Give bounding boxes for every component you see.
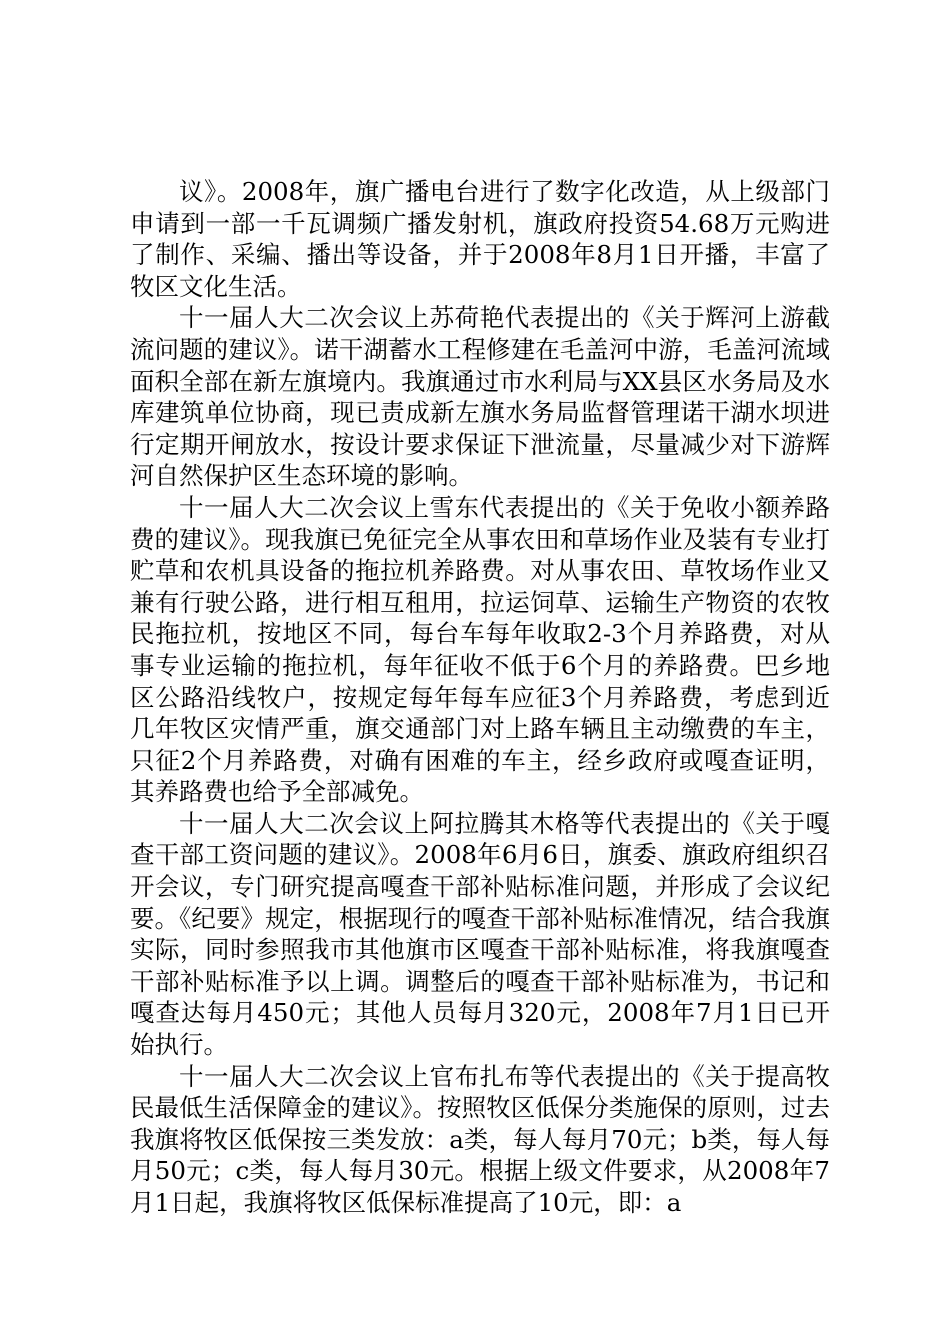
paragraph-broadcast: 议》。2008年，旗广播电台进行了数字化改造，从上级部门申请到一部一千瓦调频广播发射机，旗政府投资54.68万元购进了制作、采编、播出等设备，并于2008年8月1日开播，丰富了牧区文化生活。: [130, 177, 830, 301]
paragraph-huihe-river: 十一届人大二次会议上苏荷艳代表提出的《关于辉河上游截流问题的建议》。诺干湖蓄水工程修建在毛盖河中游，毛盖河流域面积全部在新左旗境内。我旗通过市水利局与XX县区水务局及水库建筑单位协商，现已责成新左旗水务局监督管理诺干湖水坝进行定期开闸放水，按设计要求保证下泄流量，尽量减少对下游辉河自然保护区生态环境的影响。: [130, 303, 830, 491]
document-page: [130, 176, 830, 1219]
paragraph-minimum-living-allowance: 十一届人大二次会议上官布扎布等代表提出的《关于提高牧民最低生活保障金的建议》。按照牧区低保分类施保的原则，过去我旗将牧区低保按三类发放：a类，每人每月70元；b类，每人每月50元；c类，每人每月30元。根据上级文件要求，从2008年7月1日起，我旗将牧区低保标准提高了10元，即：a: [130, 1061, 830, 1217]
paragraph-gacha-cadre-salary: 十一届人大二次会议上阿拉腾其木格等代表提出的《关于嘎查干部工资问题的建议》。2008年6月6日，旗委、旗政府组织召开会议，专门研究提高嘎查干部补贴标准问题，并形成了会议纪要。《纪要》规定，根据现行的嘎查干部补贴标准情况，结合我旗实际，同时参照我市其他旗市区嘎查干部补贴标准，将我旗嘎查干部补贴标准予以上调。调整后的嘎查干部补贴标准为，书记和嘎查达每月450元；其他人员每月320元，2008年7月1日已开始执行。: [130, 808, 830, 1060]
paragraph-road-fee: 十一届人大二次会议上雪东代表提出的《关于免收小额养路费的建议》。现我旗已免征完全从事农田和草场作业及装有专业打贮草和农机具设备的拖拉机养路费。对从事农田、草牧场作业又兼有行驶公路，进行相互租用，拉运饲草、运输生产物资的农牧民拖拉机，按地区不同，每台车每年收取2-3个月养路费，对从事专业运输的拖拉机，每年征收不低于6个月的养路费。巴乡地区公路沿线牧户，按规定每年每车应征3个月养路费，考虑到近几年牧区灾情严重，旗交通部门对上路车辆且主动缴费的车主，只征2个月养路费，对确有困难的车主，经乡政府或嘎查证明，其养路费也给予全部减免。: [130, 492, 830, 807]
